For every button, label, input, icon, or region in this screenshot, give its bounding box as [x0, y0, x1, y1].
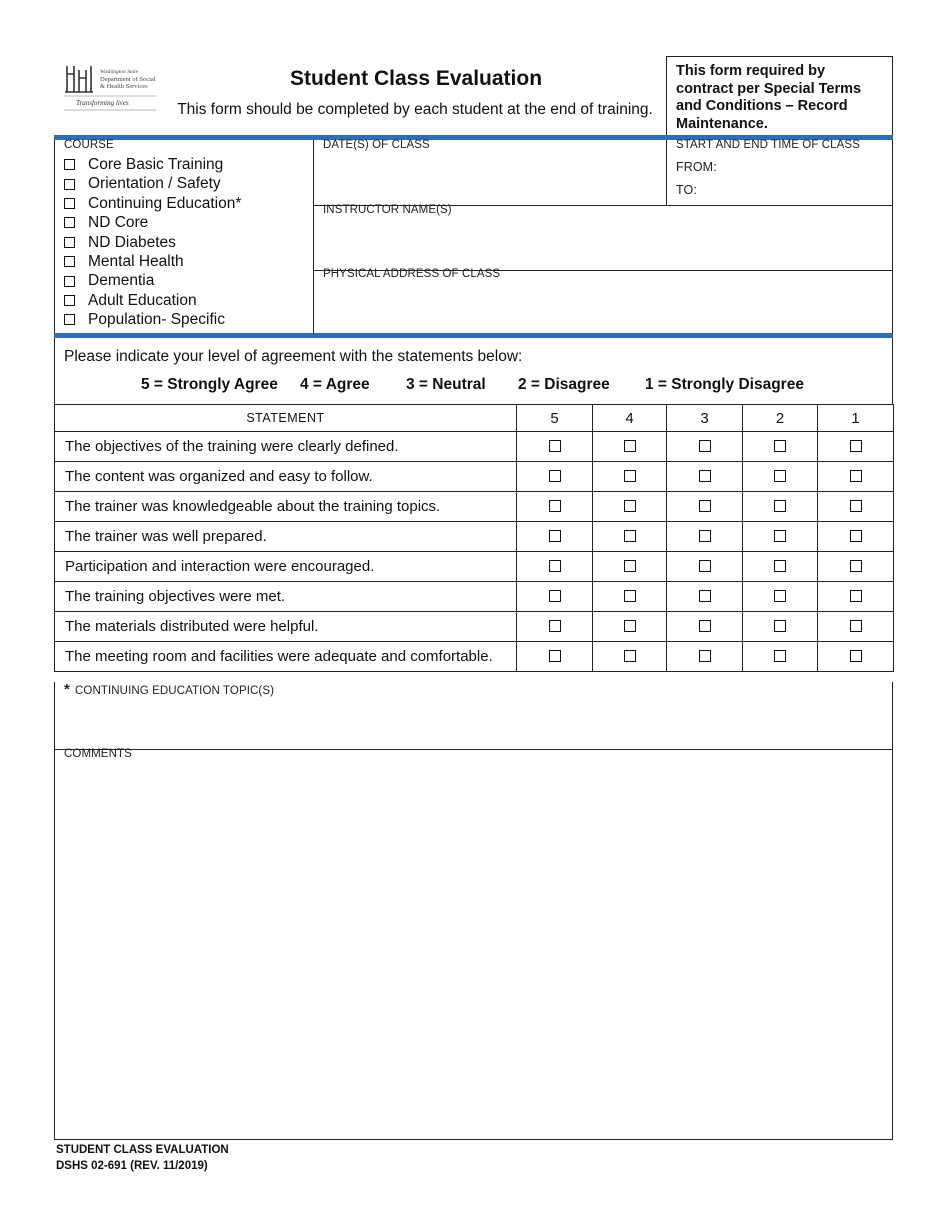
logo-line-3: & Health Services [100, 83, 148, 90]
rating-checkbox[interactable] [699, 500, 711, 512]
statement-text: The trainer was well prepared. [55, 522, 517, 552]
course-option[interactable] [64, 271, 241, 290]
rating-checkbox[interactable] [624, 650, 636, 662]
block-border-right [892, 140, 893, 334]
table-row [55, 432, 894, 462]
rating-checkbox[interactable] [549, 590, 561, 602]
lower-border-left [54, 682, 55, 1140]
comments-bottom-line [54, 1139, 893, 1140]
course-option-label: ND Diabetes [88, 233, 176, 251]
ce-topics-label: CONTINUING EDUCATION TOPIC(S) [75, 685, 275, 697]
statement-text: The training objectives were met. [55, 582, 517, 612]
course-option-label: ND Core [88, 214, 149, 232]
to-label: TO: [676, 183, 697, 197]
rating-checkbox[interactable] [850, 560, 862, 572]
statement-text: The trainer was knowledgeable about the training topics. [55, 492, 517, 522]
rating-instructions: Please indicate your level of agreement with the statements below: [64, 348, 523, 365]
ce-star: * [64, 681, 70, 698]
course-option-label: Orientation / Safety [88, 175, 221, 193]
rating-checkbox[interactable] [850, 470, 862, 482]
course-option-label: Mental Health [88, 253, 184, 271]
table-row [55, 522, 894, 552]
footer-form-number: DSHS 02-691 (REV. 11/2019) [56, 1160, 208, 1172]
comments-field[interactable] [64, 765, 884, 1135]
lower-border-right [892, 682, 893, 1140]
page-subtitle: This form should be completed by each student at the end of training. [177, 101, 653, 118]
date-label: DATE(S) OF CLASS [323, 139, 430, 151]
course-list [64, 155, 241, 330]
scale-4: 4 = Agree [300, 376, 370, 393]
rating-checkbox[interactable] [699, 650, 711, 662]
scale-1: 1 = Strongly Disagree [645, 376, 804, 393]
course-option[interactable] [64, 233, 241, 252]
section-divider-middle [54, 333, 893, 338]
rating-checkbox[interactable] [850, 500, 862, 512]
rating-checkbox[interactable] [774, 530, 786, 542]
checkbox[interactable] [64, 217, 75, 228]
course-label: COURSE [64, 139, 114, 151]
page-title: Student Class Evaluation [289, 67, 543, 90]
logo-tagline: Transforming lives [76, 99, 129, 107]
rating-checkbox[interactable] [624, 440, 636, 452]
rating-checkbox[interactable] [774, 590, 786, 602]
checkbox[interactable] [64, 276, 75, 287]
column-header: 3 [667, 405, 743, 432]
statement-text: The meeting room and facilities were adequate and comfortable. [55, 642, 517, 672]
rating-checkbox[interactable] [774, 560, 786, 572]
statement-header: STATEMENT [55, 405, 517, 432]
course-option[interactable] [64, 310, 241, 329]
ce-topics-field[interactable] [64, 700, 884, 746]
table-row [55, 462, 894, 492]
scale-5: 5 = Strongly Agree [141, 376, 278, 393]
statement-text: The materials distributed were helpful. [55, 612, 517, 642]
rating-checkbox[interactable] [624, 500, 636, 512]
rating-checkbox[interactable] [549, 500, 561, 512]
rating-checkbox[interactable] [850, 530, 862, 542]
rating-checkbox[interactable] [850, 650, 862, 662]
rating-checkbox[interactable] [774, 500, 786, 512]
course-option-label: Core Basic Training [88, 156, 224, 173]
rating-checkbox[interactable] [699, 530, 711, 542]
instructions-border-left [54, 338, 55, 404]
table-header-row [55, 405, 894, 432]
course-option[interactable] [64, 252, 241, 271]
statement-text: The objectives of the training were clearly defined. [55, 432, 517, 462]
block-border-left [54, 140, 55, 334]
table-row [55, 642, 894, 672]
table-row [55, 582, 894, 612]
rating-table [54, 404, 894, 672]
rating-checkbox[interactable] [850, 590, 862, 602]
course-divider [313, 140, 314, 334]
rating-checkbox[interactable] [774, 470, 786, 482]
rating-checkbox[interactable] [774, 440, 786, 452]
course-option-label: Dementia [88, 272, 155, 290]
rating-checkbox[interactable] [699, 620, 711, 632]
statement-text: The content was organized and easy to follow. [55, 462, 517, 492]
checkbox[interactable] [64, 198, 75, 209]
rating-checkbox[interactable] [549, 530, 561, 542]
rating-checkbox[interactable] [774, 650, 786, 662]
rating-checkbox[interactable] [549, 440, 561, 452]
course-option[interactable] [64, 291, 241, 310]
rating-checkbox[interactable] [624, 560, 636, 572]
course-option-label: Continuing Education* [88, 194, 242, 212]
address-label: PHYSICAL ADDRESS OF CLASS [323, 268, 501, 280]
column-header: 2 [743, 405, 818, 432]
statement-text: Participation and interaction were encouraged. [55, 552, 517, 582]
from-label: FROM: [676, 160, 717, 174]
instructions-border-right [892, 338, 893, 404]
column-header: 5 [517, 405, 593, 432]
rating-checkbox[interactable] [624, 620, 636, 632]
column-header: 4 [593, 405, 667, 432]
table-row [55, 492, 894, 522]
rating-checkbox[interactable] [699, 560, 711, 572]
checkbox[interactable] [64, 256, 75, 267]
checkbox[interactable] [64, 179, 75, 190]
course-option[interactable] [64, 174, 241, 193]
checkbox[interactable] [64, 237, 75, 248]
rating-checkbox[interactable] [699, 470, 711, 482]
contract-notice: This form required by contract per Special Terms and Conditions – Record Maintenance. [666, 56, 893, 135]
table-row [55, 552, 894, 582]
instructor-label: INSTRUCTOR NAME(S) [323, 204, 452, 216]
table-row [55, 612, 894, 642]
column-header: 1 [818, 405, 894, 432]
time-label: START AND END TIME OF CLASS [676, 139, 860, 151]
rating-checkbox[interactable] [624, 590, 636, 602]
ce-bottom-line [54, 749, 893, 750]
rating-checkbox[interactable] [850, 440, 862, 452]
logo-line-2: Department of Social [100, 76, 156, 83]
rating-checkbox[interactable] [774, 620, 786, 632]
rating-checkbox[interactable] [699, 440, 711, 452]
rating-checkbox[interactable] [549, 470, 561, 482]
course-option[interactable] [64, 155, 241, 174]
checkbox[interactable] [64, 314, 75, 325]
course-option-label: Population- Specific [88, 311, 225, 329]
checkbox[interactable] [64, 159, 75, 170]
rating-checkbox[interactable] [624, 470, 636, 482]
rating-checkbox[interactable] [699, 590, 711, 602]
comments-label: COMMENTS [64, 748, 132, 760]
footer-form-name: STUDENT CLASS EVALUATION [56, 1144, 229, 1156]
course-option-label: Adult Education [88, 291, 197, 309]
rating-checkbox[interactable] [624, 530, 636, 542]
course-option[interactable] [64, 194, 241, 213]
time-divider [666, 140, 667, 206]
rating-checkbox[interactable] [549, 620, 561, 632]
course-option[interactable] [64, 213, 241, 232]
logo-line-1: Washington State [100, 69, 139, 75]
rating-checkbox[interactable] [549, 650, 561, 662]
scale-2: 2 = Disagree [518, 376, 610, 393]
rating-checkbox[interactable] [850, 620, 862, 632]
scale-3: 3 = Neutral [406, 376, 486, 393]
rating-checkbox[interactable] [549, 560, 561, 572]
checkbox[interactable] [64, 295, 75, 306]
dshs-logo [62, 62, 162, 114]
